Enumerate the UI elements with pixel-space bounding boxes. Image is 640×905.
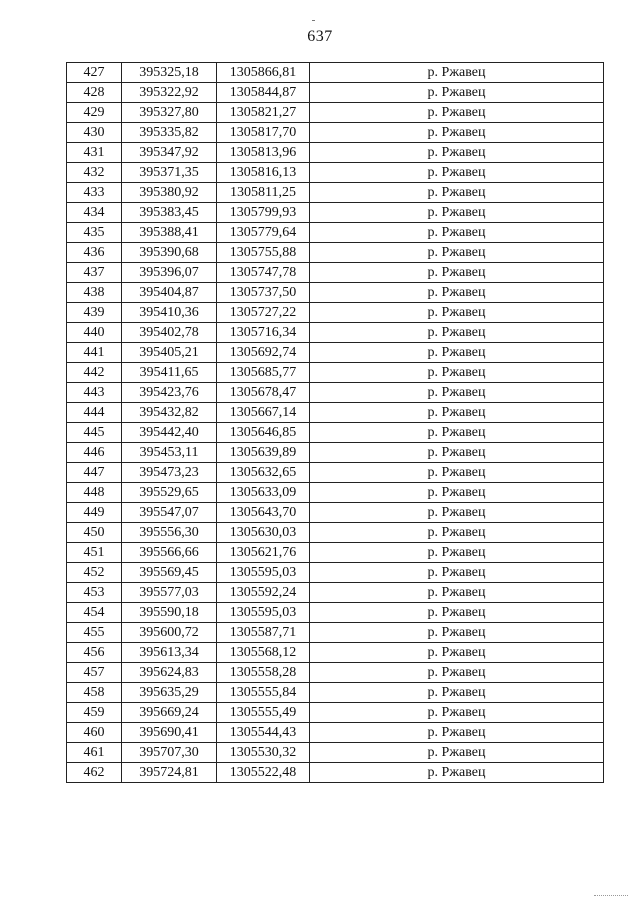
object-name-cell: р. Ржавец — [310, 443, 604, 463]
y-coordinate-cell: 1305755,88 — [217, 243, 310, 263]
x-coordinate-cell: 395404,87 — [122, 283, 217, 303]
object-name-cell: р. Ржавец — [310, 463, 604, 483]
point-number-cell: 459 — [67, 703, 122, 723]
x-coordinate-cell: 395405,21 — [122, 343, 217, 363]
point-number-cell: 448 — [67, 483, 122, 503]
x-coordinate-cell: 395371,35 — [122, 163, 217, 183]
object-name-cell: р. Ржавец — [310, 343, 604, 363]
page-number: 637 — [307, 28, 333, 45]
point-number-cell: 435 — [67, 223, 122, 243]
object-name-cell: р. Ржавец — [310, 363, 604, 383]
table-row — [67, 703, 604, 723]
y-coordinate-cell: 1305678,47 — [217, 383, 310, 403]
table-row — [67, 523, 604, 543]
table-row — [67, 203, 604, 223]
object-name-cell: р. Ржавец — [310, 583, 604, 603]
x-coordinate-cell: 395402,78 — [122, 323, 217, 343]
object-name-cell: р. Ржавец — [310, 543, 604, 563]
point-number-cell: 434 — [67, 203, 122, 223]
y-coordinate-cell: 1305737,50 — [217, 283, 310, 303]
object-name-cell: р. Ржавец — [310, 743, 604, 763]
point-number-cell: 447 — [67, 463, 122, 483]
object-name-cell: р. Ржавец — [310, 323, 604, 343]
point-number-cell: 439 — [67, 303, 122, 323]
object-name-cell: р. Ржавец — [310, 663, 604, 683]
table-row — [67, 263, 604, 283]
y-coordinate-cell: 1305555,49 — [217, 703, 310, 723]
object-name-cell: р. Ржавец — [310, 103, 604, 123]
point-number-cell: 454 — [67, 603, 122, 623]
point-number-cell: 442 — [67, 363, 122, 383]
point-number-cell: 457 — [67, 663, 122, 683]
y-coordinate-cell: 1305811,25 — [217, 183, 310, 203]
x-coordinate-cell: 395556,30 — [122, 523, 217, 543]
x-coordinate-cell: 395325,18 — [122, 63, 217, 83]
object-name-cell: р. Ржавец — [310, 163, 604, 183]
y-coordinate-cell: 1305639,89 — [217, 443, 310, 463]
point-number-cell: 458 — [67, 683, 122, 703]
x-coordinate-cell: 395529,65 — [122, 483, 217, 503]
y-coordinate-cell: 1305716,34 — [217, 323, 310, 343]
y-coordinate-cell: 1305592,24 — [217, 583, 310, 603]
object-name-cell: р. Ржавец — [310, 623, 604, 643]
object-name-cell: р. Ржавец — [310, 703, 604, 723]
object-name-cell: р. Ржавец — [310, 603, 604, 623]
table-row — [67, 663, 604, 683]
table-row — [67, 443, 604, 463]
table-row — [67, 183, 604, 203]
y-coordinate-cell: 1305544,43 — [217, 723, 310, 743]
table-row — [67, 623, 604, 643]
y-coordinate-cell: 1305685,77 — [217, 363, 310, 383]
object-name-cell: р. Ржавец — [310, 483, 604, 503]
x-coordinate-cell: 395390,68 — [122, 243, 217, 263]
object-name-cell: р. Ржавец — [310, 383, 604, 403]
object-name-cell: р. Ржавец — [310, 83, 604, 103]
y-coordinate-cell: 1305633,09 — [217, 483, 310, 503]
y-coordinate-cell: 1305816,13 — [217, 163, 310, 183]
point-number-cell: 440 — [67, 323, 122, 343]
object-name-cell: р. Ржавец — [310, 123, 604, 143]
y-coordinate-cell: 1305646,85 — [217, 423, 310, 443]
point-number-cell: 429 — [67, 103, 122, 123]
coordinates-table-body — [67, 63, 604, 783]
table-row — [67, 303, 604, 323]
table-row — [67, 123, 604, 143]
object-name-cell: р. Ржавец — [310, 283, 604, 303]
x-coordinate-cell: 395613,34 — [122, 643, 217, 663]
table-row — [67, 83, 604, 103]
x-coordinate-cell: 395690,41 — [122, 723, 217, 743]
y-coordinate-cell: 1305779,64 — [217, 223, 310, 243]
object-name-cell: р. Ржавец — [310, 63, 604, 83]
object-name-cell: р. Ржавец — [310, 183, 604, 203]
x-coordinate-cell: 395383,45 — [122, 203, 217, 223]
object-name-cell: р. Ржавец — [310, 423, 604, 443]
point-number-cell: 455 — [67, 623, 122, 643]
table-row — [67, 763, 604, 783]
y-coordinate-cell: 1305667,14 — [217, 403, 310, 423]
scan-edge-mark — [594, 895, 628, 897]
x-coordinate-cell: 395569,45 — [122, 563, 217, 583]
y-coordinate-cell: 1305817,70 — [217, 123, 310, 143]
table-row — [67, 743, 604, 763]
table-row — [67, 363, 604, 383]
y-coordinate-cell: 1305799,93 — [217, 203, 310, 223]
y-coordinate-cell: 1305530,32 — [217, 743, 310, 763]
y-coordinate-cell: 1305555,84 — [217, 683, 310, 703]
x-coordinate-cell: 395411,65 — [122, 363, 217, 383]
table-row — [67, 103, 604, 123]
x-coordinate-cell: 395432,82 — [122, 403, 217, 423]
y-coordinate-cell: 1305866,81 — [217, 63, 310, 83]
object-name-cell: р. Ржавец — [310, 643, 604, 663]
table-row — [67, 503, 604, 523]
x-coordinate-cell: 395453,11 — [122, 443, 217, 463]
object-name-cell: р. Ржавец — [310, 403, 604, 423]
table-row — [67, 283, 604, 303]
y-coordinate-cell: 1305621,76 — [217, 543, 310, 563]
y-coordinate-cell: 1305813,96 — [217, 143, 310, 163]
object-name-cell: р. Ржавец — [310, 763, 604, 783]
point-number-cell: 441 — [67, 343, 122, 363]
table-row — [67, 563, 604, 583]
x-coordinate-cell: 395707,30 — [122, 743, 217, 763]
x-coordinate-cell: 395335,82 — [122, 123, 217, 143]
x-coordinate-cell: 395547,07 — [122, 503, 217, 523]
y-coordinate-cell: 1305632,65 — [217, 463, 310, 483]
table-row — [67, 63, 604, 83]
x-coordinate-cell: 395388,41 — [122, 223, 217, 243]
x-coordinate-cell: 395724,81 — [122, 763, 217, 783]
point-number-cell: 437 — [67, 263, 122, 283]
table-row — [67, 583, 604, 603]
table-row — [67, 603, 604, 623]
y-coordinate-cell: 1305522,48 — [217, 763, 310, 783]
point-number-cell: 452 — [67, 563, 122, 583]
y-coordinate-cell: 1305558,28 — [217, 663, 310, 683]
table-row — [67, 423, 604, 443]
x-coordinate-cell: 395566,66 — [122, 543, 217, 563]
table-row — [67, 143, 604, 163]
x-coordinate-cell: 395590,18 — [122, 603, 217, 623]
point-number-cell: 443 — [67, 383, 122, 403]
y-coordinate-cell: 1305630,03 — [217, 523, 310, 543]
table-row — [67, 163, 604, 183]
x-coordinate-cell: 395442,40 — [122, 423, 217, 443]
point-number-cell: 450 — [67, 523, 122, 543]
table-row — [67, 223, 604, 243]
point-number-cell: 453 — [67, 583, 122, 603]
point-number-cell: 436 — [67, 243, 122, 263]
point-number-cell: 431 — [67, 143, 122, 163]
table-row — [67, 543, 604, 563]
x-coordinate-cell: 395600,72 — [122, 623, 217, 643]
y-coordinate-cell: 1305595,03 — [217, 603, 310, 623]
point-number-cell: 438 — [67, 283, 122, 303]
y-coordinate-cell: 1305643,70 — [217, 503, 310, 523]
x-coordinate-cell: 395635,29 — [122, 683, 217, 703]
object-name-cell: р. Ржавец — [310, 303, 604, 323]
point-number-cell: 461 — [67, 743, 122, 763]
point-number-cell: 432 — [67, 163, 122, 183]
table-row — [67, 323, 604, 343]
y-coordinate-cell: 1305595,03 — [217, 563, 310, 583]
x-coordinate-cell: 395423,76 — [122, 383, 217, 403]
object-name-cell: р. Ржавец — [310, 143, 604, 163]
point-number-cell: 445 — [67, 423, 122, 443]
point-number-cell: 428 — [67, 83, 122, 103]
object-name-cell: р. Ржавец — [310, 243, 604, 263]
y-coordinate-cell: 1305747,78 — [217, 263, 310, 283]
point-number-cell: 444 — [67, 403, 122, 423]
table-row — [67, 463, 604, 483]
object-name-cell: р. Ржавец — [310, 203, 604, 223]
table-row — [67, 683, 604, 703]
table-row — [67, 243, 604, 263]
table-row — [67, 643, 604, 663]
coordinates-table — [66, 62, 604, 783]
y-coordinate-cell: 1305568,12 — [217, 643, 310, 663]
x-coordinate-cell: 395380,92 — [122, 183, 217, 203]
object-name-cell: р. Ржавец — [310, 263, 604, 283]
point-number-cell: 449 — [67, 503, 122, 523]
object-name-cell: р. Ржавец — [310, 523, 604, 543]
point-number-cell: 462 — [67, 763, 122, 783]
table-row — [67, 343, 604, 363]
x-coordinate-cell: 395347,92 — [122, 143, 217, 163]
scan-speck — [312, 20, 315, 21]
point-number-cell: 451 — [67, 543, 122, 563]
table-row — [67, 383, 604, 403]
point-number-cell: 446 — [67, 443, 122, 463]
x-coordinate-cell: 395473,23 — [122, 463, 217, 483]
x-coordinate-cell: 395624,83 — [122, 663, 217, 683]
object-name-cell: р. Ржавец — [310, 683, 604, 703]
point-number-cell: 456 — [67, 643, 122, 663]
table-row — [67, 723, 604, 743]
point-number-cell: 430 — [67, 123, 122, 143]
x-coordinate-cell: 395669,24 — [122, 703, 217, 723]
y-coordinate-cell: 1305587,71 — [217, 623, 310, 643]
object-name-cell: р. Ржавец — [310, 563, 604, 583]
y-coordinate-cell: 1305692,74 — [217, 343, 310, 363]
x-coordinate-cell: 395327,80 — [122, 103, 217, 123]
y-coordinate-cell: 1305727,22 — [217, 303, 310, 323]
object-name-cell: р. Ржавец — [310, 723, 604, 743]
object-name-cell: р. Ржавец — [310, 503, 604, 523]
x-coordinate-cell: 395322,92 — [122, 83, 217, 103]
x-coordinate-cell: 395577,03 — [122, 583, 217, 603]
point-number-cell: 433 — [67, 183, 122, 203]
table-row — [67, 403, 604, 423]
table-row — [67, 483, 604, 503]
x-coordinate-cell: 395396,07 — [122, 263, 217, 283]
y-coordinate-cell: 1305844,87 — [217, 83, 310, 103]
x-coordinate-cell: 395410,36 — [122, 303, 217, 323]
y-coordinate-cell: 1305821,27 — [217, 103, 310, 123]
point-number-cell: 460 — [67, 723, 122, 743]
point-number-cell: 427 — [67, 63, 122, 83]
object-name-cell: р. Ржавец — [310, 223, 604, 243]
